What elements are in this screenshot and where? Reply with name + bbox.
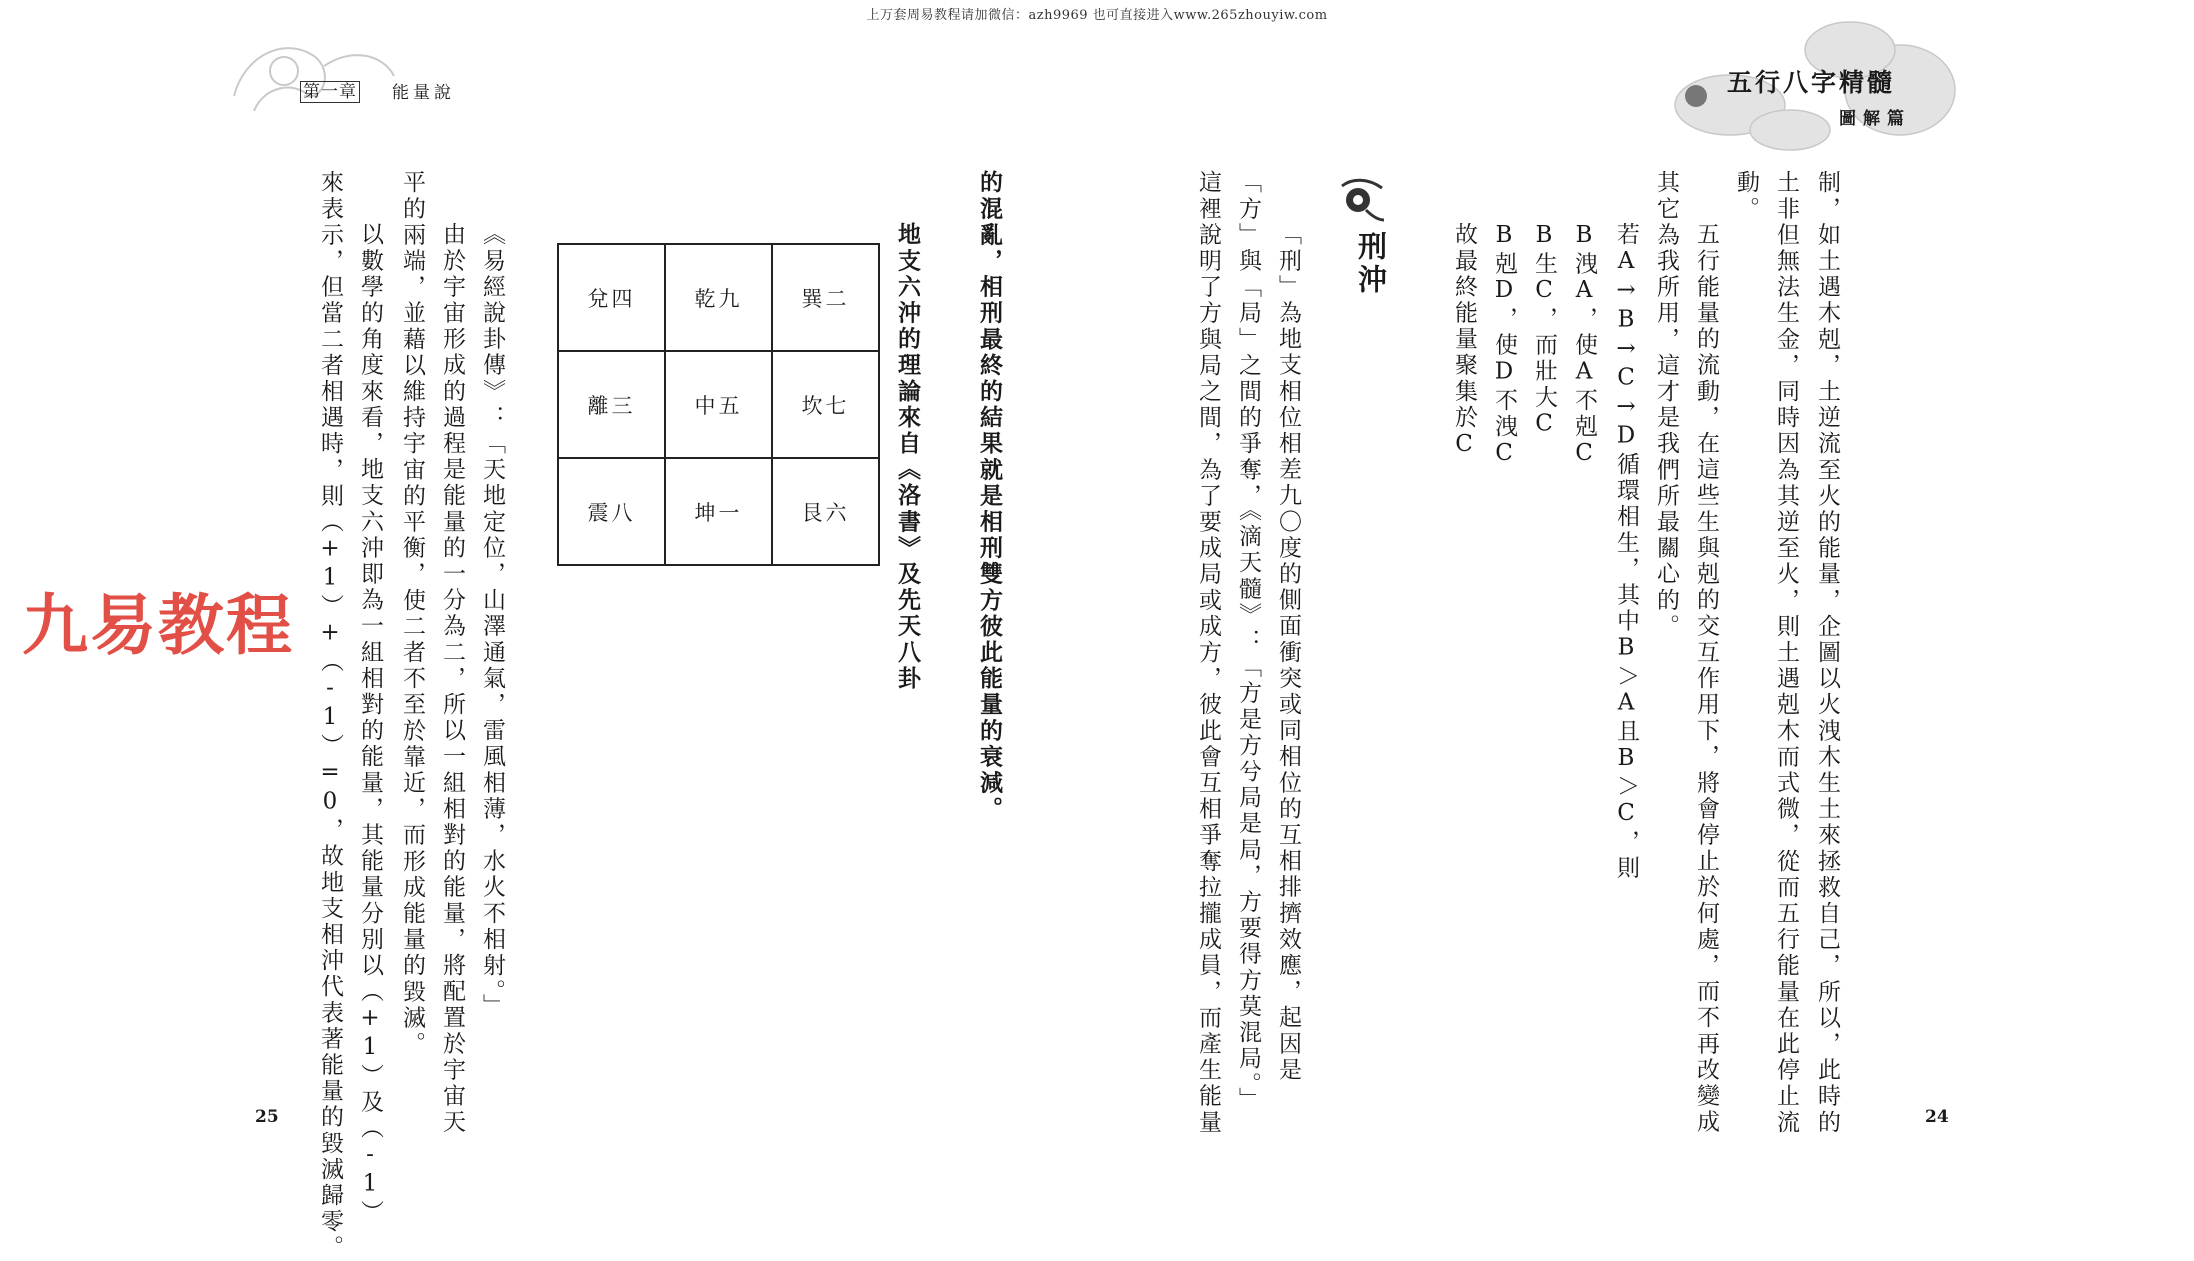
text-column: 以數學的角度來看，地支六沖即為一組相對的能量，其能量分別以（+1）及（-1） — [357, 222, 383, 1226]
section-title: 刑沖 — [1354, 231, 1388, 297]
text-column: 若A→B→C→D循環相生，其中B＞A且B＞C，則 — [1613, 222, 1639, 882]
text-column: 《易經說卦傳》：「天地定位，山澤通氣，雷風相薄，水火不相射。」 — [479, 222, 505, 1020]
text-column: B洩A，使A不剋C — [1571, 222, 1597, 469]
grid-cell: 艮六 — [772, 458, 879, 565]
text-column: 動。 — [1733, 170, 1759, 223]
text-column: 由於宇宙形成的過程是能量的一分為二，所以一組相對的能量，將配置於宇宙天 — [439, 222, 465, 1136]
luoshu-grid — [557, 243, 880, 566]
text-column: 「方」與「局」之間的爭奪，《滴天髓》：「方是方兮局是局，方要得方莫混局。」 — [1235, 170, 1261, 1113]
chapter-title: 能量說 — [392, 83, 455, 103]
text-column: 「刑」為地支相位相差九〇度的側面衝突或同相位的互相排擠效應，起因是 — [1275, 222, 1301, 1084]
grid-cell: 乾九 — [665, 244, 772, 351]
grid-cell: 中五 — [665, 351, 772, 458]
text-column: 土非但無法生金，同時因為其逆至火，則土遇剋木而式微，從而五行能量在此停止流 — [1773, 170, 1799, 1136]
text-column: 地支六沖的理論來自《洛書》及先天八卦 — [894, 222, 921, 692]
text-column: 來表示，但當二者相遇時，則（+1）+（-1）=0，故地支相沖代表著能量的毀滅歸零。 — [317, 170, 343, 1261]
grid-cell: 離三 — [558, 351, 665, 458]
page-number: 25 — [255, 1107, 279, 1127]
page-number: 24 — [1925, 1107, 1949, 1127]
text-column: 制，如土遇木剋，土逆流至火的能量，企圖以火洩木生土來拯救自己，所以，此時的 — [1814, 170, 1840, 1136]
text-column: 五行能量的流動，在這些生與剋的交互作用下，將會停止於何處，而不再改變成 — [1693, 222, 1719, 1136]
text-column: B剋D，使D不洩C — [1491, 222, 1517, 469]
watermark: 九易教程 — [22, 587, 294, 664]
grid-cell: 震八 — [558, 458, 665, 565]
text-column: 其它為我所用，這才是我們所最關心的。 — [1653, 170, 1679, 640]
chapter-number: 第一章 — [300, 81, 360, 103]
book-title: 五行八字精髓 — [1727, 68, 1896, 97]
grid-cell: 巽二 — [772, 244, 879, 351]
text-column: 的混亂，相刑最終的結果就是相刑雙方彼此能量的衰減。 — [976, 170, 1003, 823]
flower-icon — [1338, 176, 1386, 226]
book-subtitle: 圖解篇 — [1839, 109, 1911, 129]
grid-cell: 坤一 — [665, 458, 772, 565]
text-column: B生C，而壯大C — [1531, 222, 1557, 440]
text-column: 故最終能量聚集於C — [1451, 222, 1477, 460]
text-column: 這裡說明了方與局之間，為了要成局或成方，彼此會互相爭奪拉攏成員，而產生能量 — [1195, 170, 1221, 1136]
grid-cell: 兌四 — [558, 244, 665, 351]
chapter-label — [300, 77, 360, 102]
text-column: 平的兩端，並藉以維持宇宙的平衡，使二者不至於靠近，而形成能量的毀滅。 — [399, 170, 425, 1058]
grid-cell: 坎七 — [772, 351, 879, 458]
top-note: 上万套周易教程请加微信：azh9969 也可直接进入www.265zhouyiw.com — [866, 8, 1328, 23]
